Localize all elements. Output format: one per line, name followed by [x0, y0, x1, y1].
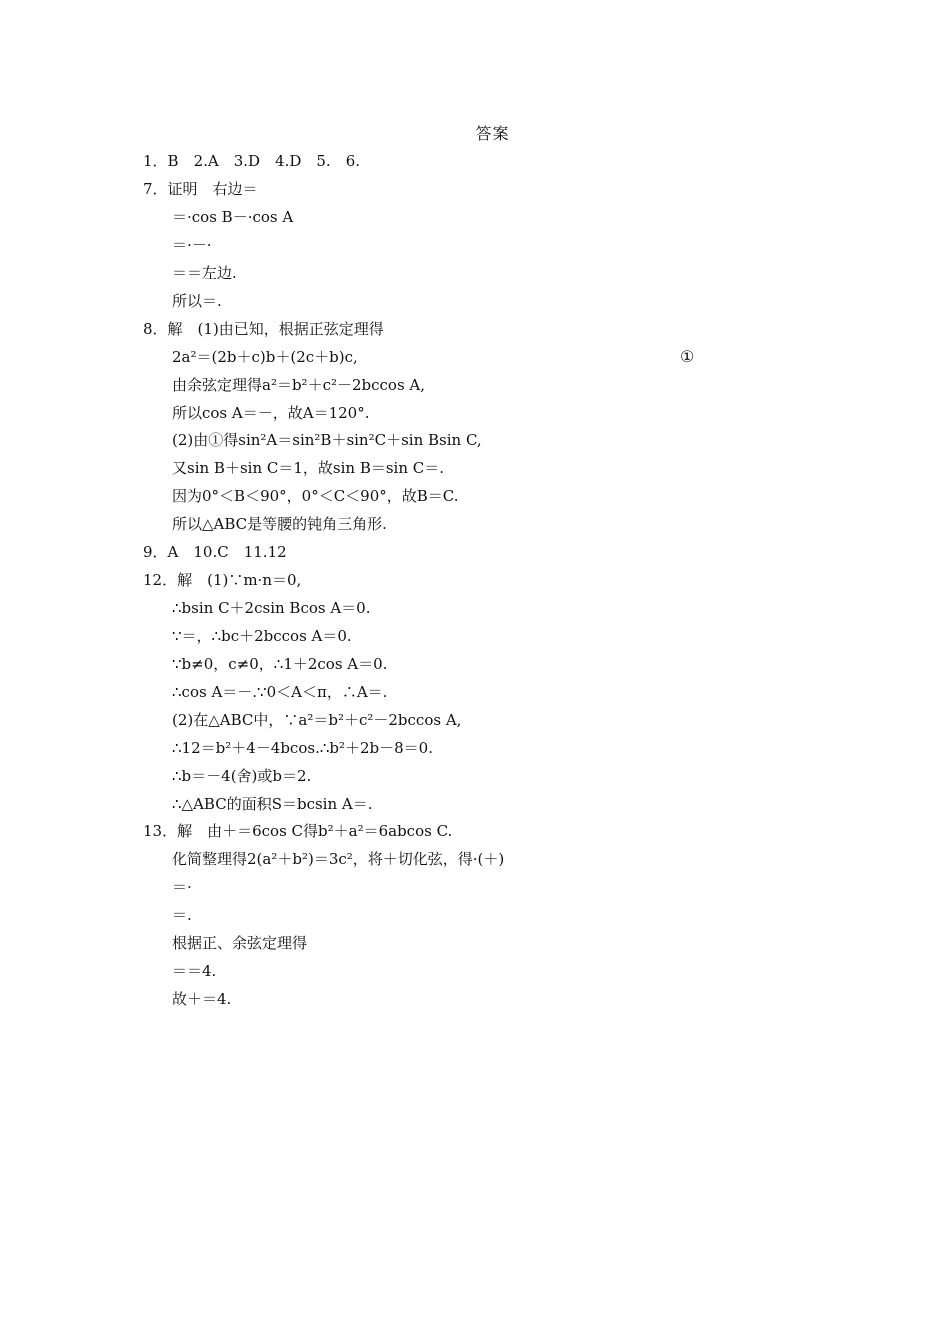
text-line: ＝.: [172, 906, 192, 924]
text-line: 故＋＝4.: [172, 990, 232, 1008]
text-line: ＝·－·: [172, 236, 212, 254]
text-line: ∴12＝b²＋4－4bcos.∴b²＋2b－8＝0.: [172, 739, 433, 757]
text-line: ＝＝4.: [172, 962, 217, 980]
text-line: 8．解 (1)由已知，根据正弦定理得: [143, 320, 384, 338]
text-line: ＝＝左边.: [172, 264, 237, 282]
text-line: 所以＝.: [172, 292, 222, 310]
text-line: 7．证明 右边＝: [143, 180, 258, 198]
text-line: ∴bsin C＋2csin Bcos A＝0.: [172, 599, 371, 617]
text-line: ∵b≠0，c≠0，∴1＋2cos A＝0.: [172, 655, 388, 673]
text-line: 2a²＝(2b＋c)b＋(2c＋b)c,: [172, 348, 358, 366]
text-line: ＝·cos B－·cos A: [172, 208, 294, 226]
text-line: 12．解 (1)∵m·n＝0,: [143, 571, 302, 589]
text-line: ∴cos A＝－.∵0＜A＜π，∴A＝.: [172, 683, 388, 701]
text-line: 1．B 2.A 3.D 4.D 5. 6.: [143, 152, 361, 170]
text-line: 9．A 10.C 11.12: [143, 543, 287, 561]
answer-title: 答案: [475, 124, 510, 143]
text-line: ＝·: [172, 878, 192, 896]
text-line: 所以△ABC是等腰的钝角三角形.: [172, 515, 387, 533]
equation-marker: ①: [680, 347, 695, 366]
text-line: 由余弦定理得a²＝b²＋c²－2bccos A,: [172, 376, 426, 394]
text-line: 13．解 由＋＝6cos C得b²＋a²＝6abcos C.: [143, 822, 453, 840]
text-line: 根据正、余弦定理得: [172, 934, 308, 952]
text-line: 所以cos A＝－，故A＝120°.: [172, 404, 370, 422]
text-line: 化简整理得2(a²＋b²)＝3c²，将＋切化弦，得·(＋): [172, 850, 505, 868]
text-line: 因为0°＜B＜90°，0°＜C＜90°，故B＝C.: [172, 487, 459, 505]
text-line: ∵＝，∴bc＋2bccos A＝0.: [172, 627, 352, 645]
text-line: 又sin B＋sin C＝1，故sin B＝sin C＝.: [172, 459, 445, 477]
text-line: ∴b＝－4(舍)或b＝2.: [172, 767, 312, 785]
text-line: (2)由①得sin²A＝sin²B＋sin²C＋sin Bsin C,: [172, 431, 482, 449]
text-line: (2)在△ABC中，∵a²＝b²＋c²－2bccos A,: [172, 711, 462, 729]
text-line: ∴△ABC的面积S＝bcsin A＝.: [172, 795, 373, 813]
